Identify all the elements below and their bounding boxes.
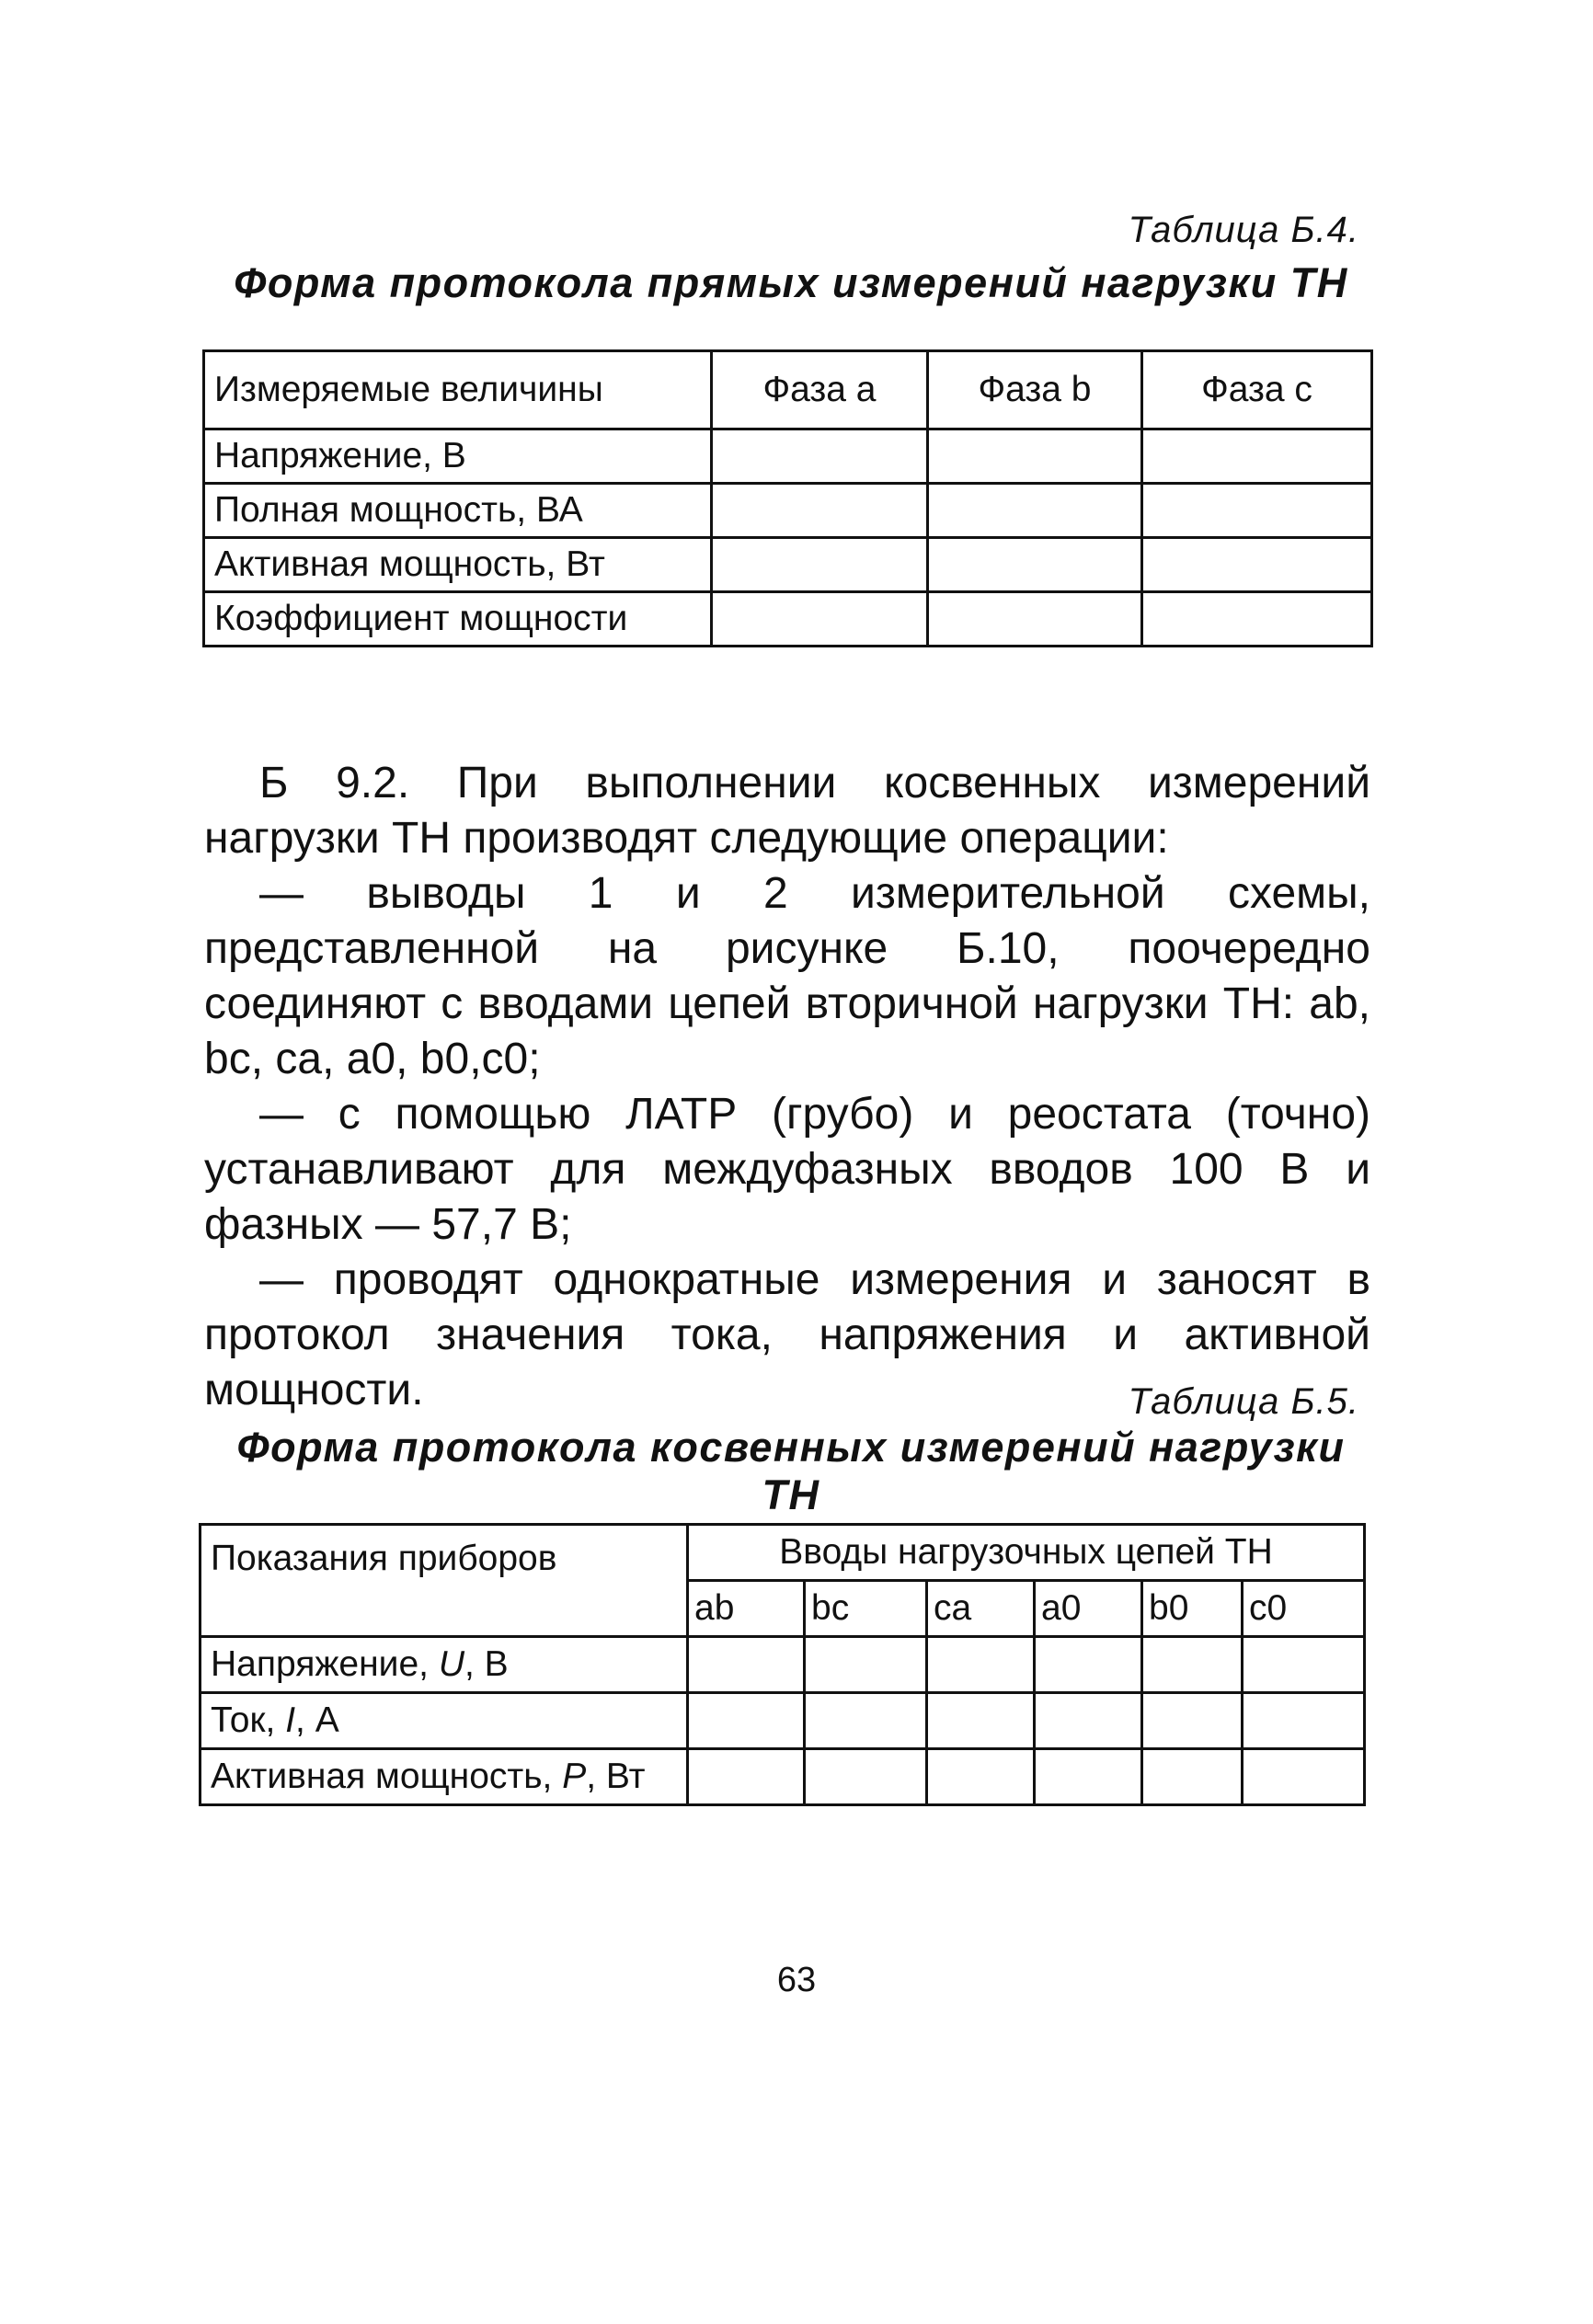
- table-row: [204, 538, 1372, 592]
- table-row: [201, 1749, 1365, 1805]
- column-header: c0: [1243, 1581, 1365, 1637]
- paragraph: Б 9.2. При выполнении косвенных измерений нагрузки ТН производят следующие операции:: [204, 759, 1370, 863]
- empty-cell: [805, 1693, 927, 1749]
- page-number: 63: [776, 1961, 817, 1999]
- empty-cell: [712, 484, 928, 538]
- empty-cell: [927, 1749, 1035, 1805]
- column-header: ca: [927, 1581, 1035, 1637]
- column-header: Показания приборов: [201, 1525, 688, 1637]
- row-label: Активная мощность, Вт: [204, 538, 712, 592]
- table-row: [204, 592, 1372, 647]
- row-label: Полная мощность, ВА: [204, 484, 712, 538]
- empty-cell: [1142, 592, 1372, 647]
- row-label-symbol: I: [285, 1700, 296, 1740]
- empty-cell: [1035, 1637, 1142, 1693]
- row-label-symbol: P: [562, 1757, 587, 1796]
- table-row: [204, 429, 1372, 484]
- empty-cell: [712, 429, 928, 484]
- empty-cell: [1142, 538, 1372, 592]
- empty-cell: [688, 1749, 805, 1805]
- table-b4-caption: Таблица Б.4.: [1128, 210, 1359, 250]
- body-text: [204, 756, 1370, 1418]
- list-item: — с помощью ЛАТР (грубо) и реостата (точно) устанавливают для междуфазных вводов 100 В и фазных — 57,7 В;: [204, 1090, 1370, 1249]
- table-b4: [202, 349, 1373, 647]
- column-header: Измеряемые величины: [204, 351, 712, 429]
- column-header: ab: [688, 1581, 805, 1637]
- empty-cell: [805, 1637, 927, 1693]
- empty-cell: [1142, 1693, 1243, 1749]
- table-header-row: [204, 351, 1372, 429]
- row-label-name: Ток,: [211, 1700, 286, 1740]
- empty-cell: [927, 1693, 1035, 1749]
- column-header: b0: [1142, 1581, 1243, 1637]
- column-header: Фаза c: [1142, 351, 1372, 429]
- list-item: — выводы 1 и 2 измерительной схемы, представленной на рисунке Б.10, поочередно соединяют с вводами цепей вторичной нагрузки ТН: ab, bc, ca, a0, b0,c0;: [204, 869, 1370, 1083]
- empty-cell: [1142, 1749, 1243, 1805]
- empty-cell: [928, 592, 1142, 647]
- row-label-name: Активная мощность,: [211, 1757, 563, 1796]
- empty-cell: [1035, 1693, 1142, 1749]
- row-label-unit: , А: [295, 1700, 339, 1740]
- empty-cell: [928, 538, 1142, 592]
- row-label: [201, 1749, 688, 1805]
- table-b4-title: Форма протокола прямых измерений нагрузки ТН: [234, 259, 1348, 306]
- empty-cell: [712, 592, 928, 647]
- column-header: a0: [1035, 1581, 1142, 1637]
- empty-cell: [928, 429, 1142, 484]
- row-label-unit: , В: [464, 1644, 509, 1684]
- table-row: [201, 1637, 1365, 1693]
- empty-cell: [1035, 1749, 1142, 1805]
- table-row: [201, 1693, 1365, 1749]
- empty-cell: [1243, 1693, 1365, 1749]
- empty-cell: [1142, 484, 1372, 538]
- table-row: [204, 484, 1372, 538]
- row-label: Коэффициент мощности: [204, 592, 712, 647]
- empty-cell: [688, 1637, 805, 1693]
- row-label: [201, 1693, 688, 1749]
- empty-cell: [712, 538, 928, 592]
- empty-cell: [805, 1749, 927, 1805]
- row-label-unit: , Вт: [586, 1757, 646, 1796]
- empty-cell: [928, 484, 1142, 538]
- empty-cell: [1243, 1637, 1365, 1693]
- column-group-header: Вводы нагрузочных цепей ТН: [688, 1525, 1365, 1581]
- table-b5: [199, 1523, 1366, 1806]
- row-label: Напряжение, В: [204, 429, 712, 484]
- empty-cell: [1142, 429, 1372, 484]
- empty-cell: [688, 1693, 805, 1749]
- column-header: bc: [805, 1581, 927, 1637]
- empty-cell: [1142, 1637, 1243, 1693]
- table-b5-caption: Таблица Б.5.: [1128, 1381, 1359, 1422]
- column-header: Фаза b: [928, 351, 1142, 429]
- empty-cell: [1243, 1749, 1365, 1805]
- column-header: Фаза a: [712, 351, 928, 429]
- table-header-row: [201, 1525, 1365, 1581]
- row-label-name: Напряжение,: [211, 1644, 439, 1684]
- table-b5-title: Форма протокола косвенных измерений нагрузки ТН: [236, 1424, 1346, 1518]
- list-item: — проводят однократные измерения и заносят в протокол значения тока, напряжения и активной мощности.: [204, 1255, 1370, 1414]
- row-label-symbol: U: [438, 1644, 464, 1684]
- empty-cell: [927, 1637, 1035, 1693]
- row-label: [201, 1637, 688, 1693]
